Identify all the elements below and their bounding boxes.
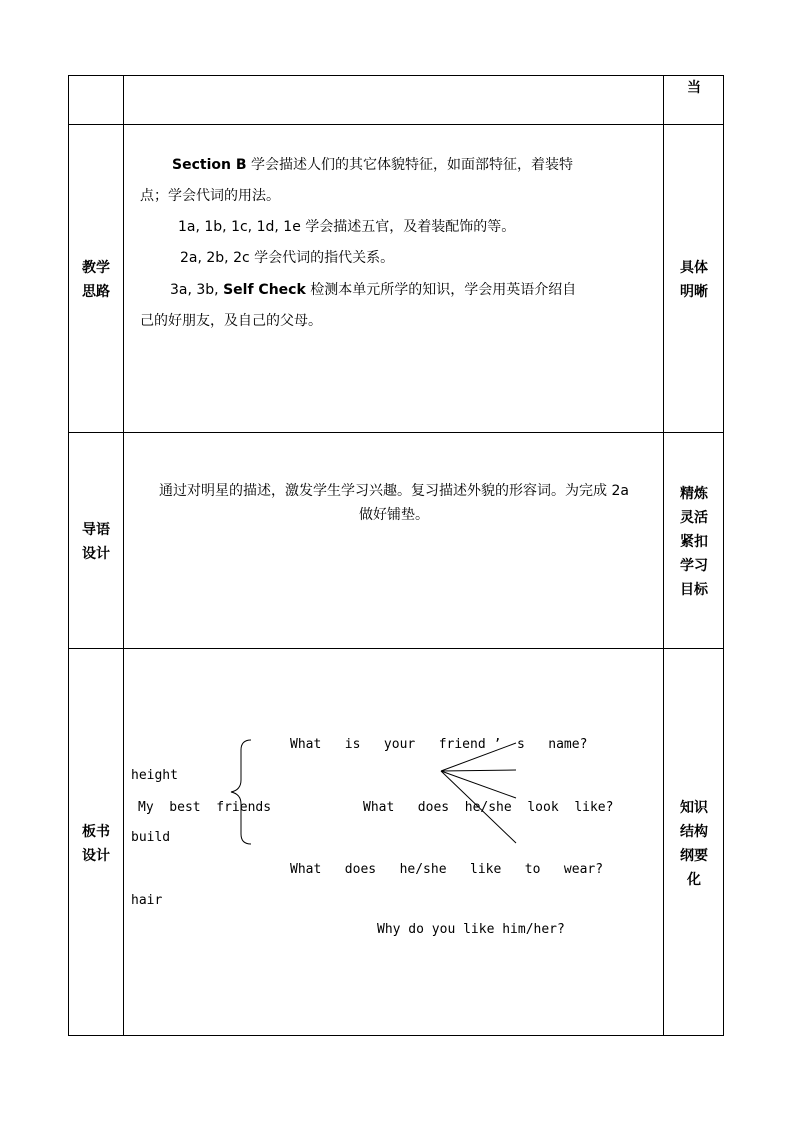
table-border-right	[723, 75, 724, 1036]
board-word-build: build	[131, 830, 171, 845]
table-border-top	[68, 75, 724, 76]
branch-line-3	[441, 771, 516, 798]
row-divider-1	[68, 124, 724, 125]
brace-shape	[231, 740, 251, 844]
board-center-topic: My best friends	[138, 800, 272, 815]
row0-note: 当	[687, 80, 701, 96]
row-divider-2	[68, 432, 724, 433]
teaching-approach-paragraph-4: 3a, 3b, Self Check 检测本单元所学的知识，学会用英语介绍自 己的好朋友，及自己的父母。	[140, 282, 577, 329]
teaching-approach-paragraph-2: 1a, 1b, 1c, 1d, 1e 学会描述五官，及着装配饰的等。	[178, 219, 516, 235]
board-question-4: Why do you like him/her?	[377, 922, 565, 937]
mind-map-diagram	[123, 648, 663, 1035]
teaching-approach-note: 具体 明晰	[680, 260, 708, 300]
col-divider-2	[663, 75, 664, 1036]
board-design-label: 板书 设计	[82, 824, 110, 864]
teaching-approach-paragraph-3: 2a, 2b, 2c 学会代词的指代关系。	[180, 250, 395, 266]
board-design-note: 知识 结构 纲要 化	[680, 800, 708, 888]
teaching-approach-paragraph-1: Section B 学会描述人们的其它体貌特征，如面部特征，着装特 点；学会代词的用法。	[140, 157, 573, 204]
table-border-bottom	[68, 1035, 724, 1036]
board-word-hair: hair	[131, 893, 163, 908]
branch-line-2	[441, 770, 516, 771]
board-word-height: height	[131, 768, 178, 783]
board-question-1: What is your friend ’ s name?	[290, 737, 588, 752]
board-question-2: What does he/she look like?	[363, 800, 614, 815]
intro-design-note: 精炼 灵活 紧扣 学习 目标	[680, 486, 708, 598]
teaching-approach-label: 教学 思路	[82, 260, 110, 300]
intro-design-text: 通过对明星的描述，激发学生学习兴趣。复习描述外貌的形容词。为完成 2a 做好铺垫。	[159, 483, 629, 523]
intro-design-label: 导语 设计	[82, 522, 110, 562]
board-question-3: What does he/she like to wear?	[290, 862, 604, 877]
